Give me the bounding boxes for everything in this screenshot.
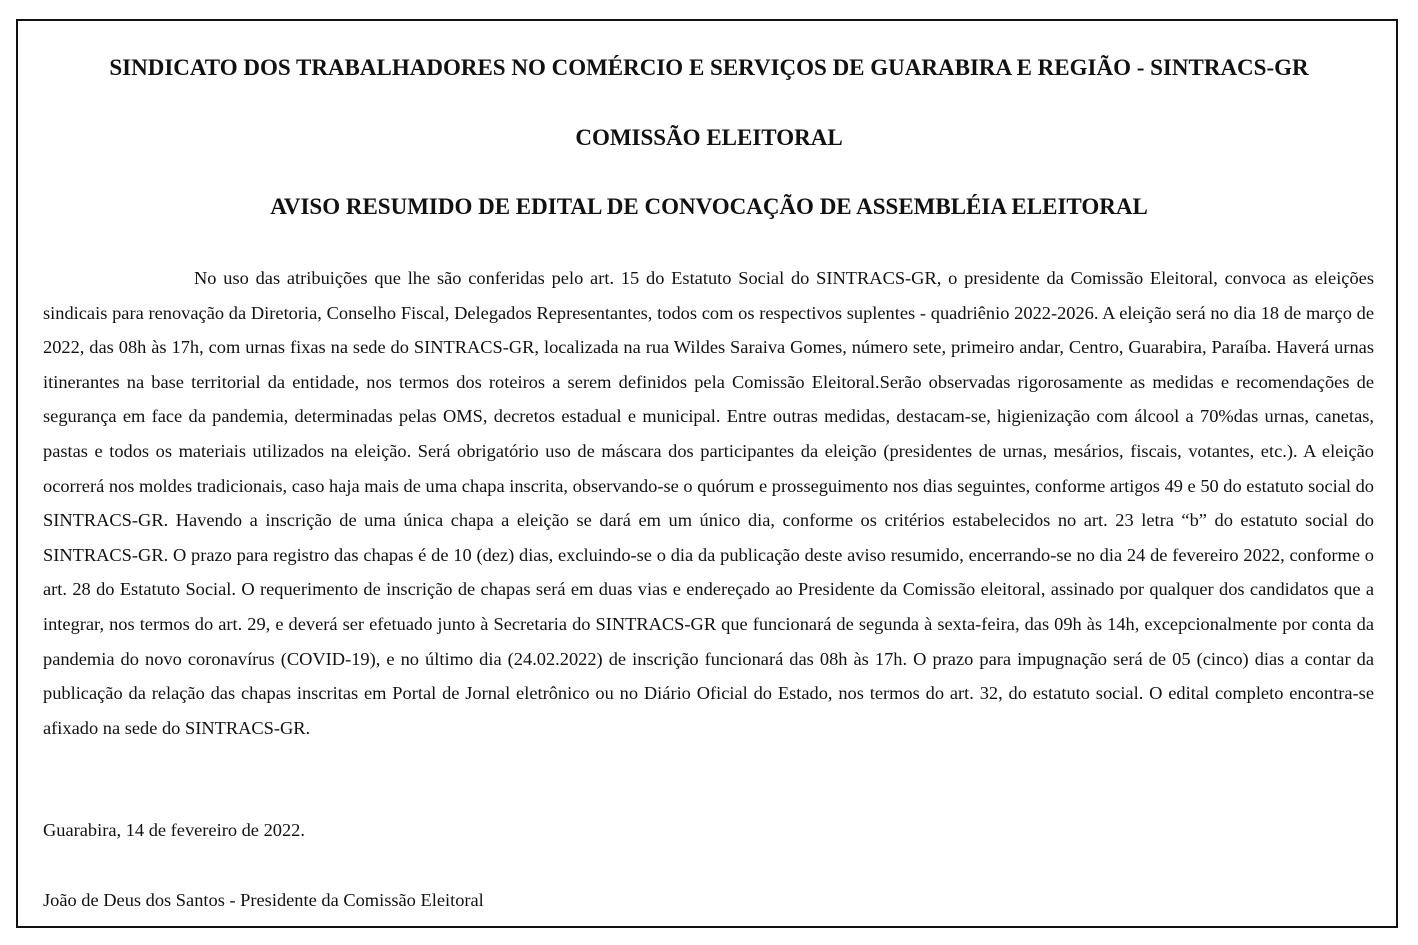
committee-title: COMISSÃO ELEITORAL — [575, 125, 843, 150]
notice-body: No uso das atribuições que lhe são conferidas pelo art. 15 do Estatuto Social do SINTRACS-GR, o presidente da Comissão Eleitoral, convoca as eleições sindicais para renovação da Diretoria, Conselho Fiscal, Delegados Representantes, todos com os respectivos suplentes - quadriênio 2022-2026. A eleição será no dia 18 de março de 2022, das 08h às 17h, com urnas fixas na sede do SINTRACS-GR, localizada na rua Wildes Saraiva Gomes, número sete, primeiro andar, Centro, Guarabira, Paraíba. Haverá urnas itinerantes na base territorial da entidade, nos termos dos roteiros a serem definidos pela Comissão Eleitoral.Serão observadas rigorosamente as medidas e recomendações de segurança em face da pandemia, determinadas pelas OMS, decretos estadual e municipal. Entre outras medidas, destacam-se, higienização com álcool a 70%das urnas, canetas, pastas e todos os materiais utilizados na eleição. Será obrigatório uso de máscara dos participantes da eleição (presidentes de urnas, mesários, fiscais, votantes, etc.). A eleição ocorrerá nos moldes tradicionais, caso haja mais de uma chapa inscrita, observando-se o quórum e prosseguimento nos dias seguintes, conforme artigos 49 e 50 do estatuto social do SINTRACS-GR. Havendo a inscrição de uma única chapa a eleição se dará em um único dia, conforme os critérios estabelecidos no art. 23 letra “b” do estatuto social do SINTRACS-GR. O prazo para registro das chapas é de 10 (dez) dias, excluindo-se o dia da publicação deste aviso resumido, encerrando-se no dia 24 de fevereiro 2022, conforme o art. 28 do Estatuto Social. O requerimento de inscrição de chapas será em duas vias e endereçado ao Presidente da Comissão eleitoral, assinado por qualquer dos candidatos que a integrar, nos termos do art. 29, e deverá ser efetuado junto à Secretaria do SINTRACS-GR que funcionará de segunda à sexta-feira, das 09h às 14h, excepcionalmente por conta da pandemia do novo coronavírus (COVID-19), e no último dia (24.02.2022) de inscrição funcionará das 08h às 17h. O prazo para impugnação será de 05 (cinco) dias a contar da publicação da relação das chapas inscritas em Portal de Jornal eletrônico ou no Diário Oficial do Estado, nos termos do art. 32, do estatuto social. O edital completo encontra-se afixado na sede do SINTRACS-GR. — [43, 268, 1374, 738]
signature-line: João de Deus dos Santos - Presidente da Comissão Eleitoral — [43, 890, 484, 910]
notice-title: AVISO RESUMIDO DE EDITAL DE CONVOCAÇÃO DE ASSEMBLÉIA ELEITORAL — [270, 194, 1148, 219]
date-line: Guarabira, 14 de fevereiro de 2022. — [43, 820, 305, 840]
organization-title: SINDICATO DOS TRABALHADORES NO COMÉRCIO E SERVIÇOS DE GUARABIRA E REGIÃO - SINTRACS-GR — [109, 55, 1309, 80]
notice-frame — [16, 19, 1398, 928]
